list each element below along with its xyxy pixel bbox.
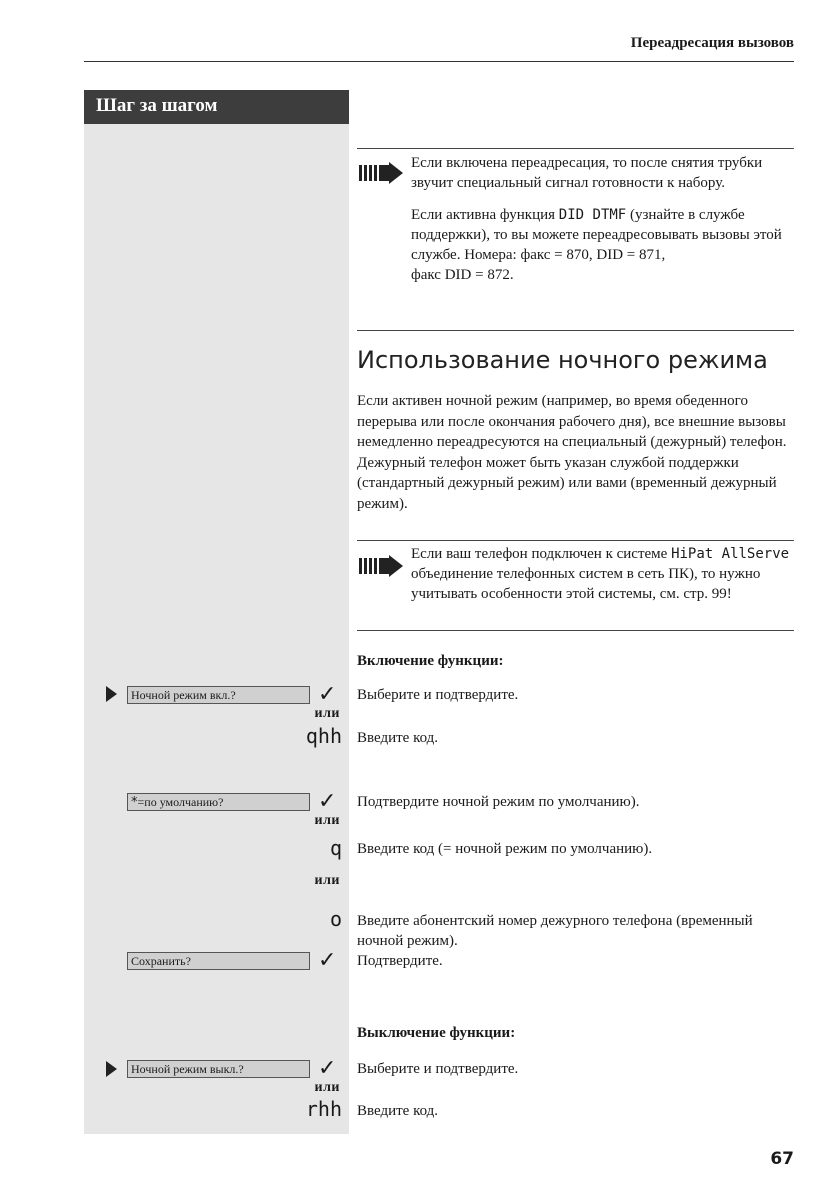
confirm-check-icon[interactable]: ✓ xyxy=(318,789,337,814)
page-number: 67 xyxy=(770,1149,794,1169)
or-label: или xyxy=(314,1080,340,1095)
enable-heading: Включение функции: xyxy=(357,653,504,669)
note-rule-bottom xyxy=(357,630,794,631)
confirm-check-icon[interactable]: ✓ xyxy=(318,682,337,707)
step-text: Введите абонентский номер дежурного телефона (временный ночной режим). xyxy=(357,913,753,949)
note-2-text: объединение телефонных систем в сеть ПК), то нужно учитывать особенности этой системы, см. стр. 99! xyxy=(411,566,761,602)
confirm-check-icon[interactable]: ✓ xyxy=(318,1056,337,1081)
note-1-text: Если активна функция xyxy=(411,207,559,223)
note-1-text: (узнайте в службе поддержки), то вы можете переадресовывать вызовы этой службе. Номера: факс = 870, DID = 871, xyxy=(411,207,782,263)
header-rule xyxy=(84,61,794,62)
key-code: qhh xyxy=(305,724,342,748)
key-code: rhh xyxy=(305,1097,342,1121)
step-text: Введите код. xyxy=(357,730,439,746)
note-2-code: HiPat AllServe xyxy=(671,546,790,562)
note-rule-top xyxy=(357,540,794,541)
step-text: Подтвердите ночной режим по умолчанию). xyxy=(357,794,640,810)
note-rule-top xyxy=(357,148,794,149)
key-code: q xyxy=(329,836,342,860)
note-arrow-icon xyxy=(359,555,403,577)
step-text: Выберите и подтвердите. xyxy=(357,1061,519,1077)
key-code: o xyxy=(329,907,342,931)
note-2-text: Если ваш телефон подключен к системе xyxy=(411,546,672,562)
sidebar-title: Шаг за шагом xyxy=(84,90,349,124)
sidebar-panel xyxy=(84,90,349,1134)
display-night-mode-on[interactable]: Ночной режим вкл.? xyxy=(127,686,310,704)
display-label: =по умолчанию? xyxy=(137,795,224,809)
note-2 xyxy=(411,544,791,604)
selection-arrow-icon xyxy=(106,686,117,702)
or-label: или xyxy=(314,873,340,888)
step-text: Выберите и подтвердите. xyxy=(357,687,519,703)
note-1-paragraph-2 xyxy=(411,205,791,285)
note-1-paragraph-1: Если включена переадресация, то после снятия трубки звучит специальный сигнал готовности к набору. xyxy=(411,155,763,191)
confirm-check-icon[interactable]: ✓ xyxy=(318,948,337,973)
disable-heading: Выключение функции: xyxy=(357,1025,516,1041)
note-1-code: DID DTMF xyxy=(558,207,627,223)
selection-arrow-icon xyxy=(106,1061,117,1077)
section-body: Если активен ночной режим (например, во время обеденного перерыва или после окончания рабочего дня), все внешние вызовы немедленно переадресуются на специальный (дежурный) телефон. Дежурный телефон может быть указан службой поддержки (стандартный дежурный режим) или вами (временный дежурный режим). xyxy=(357,393,787,512)
display-night-mode-off[interactable]: Ночной режим выкл.? xyxy=(127,1060,310,1078)
note-1 xyxy=(411,153,791,297)
note-1-text: факс DID = 872. xyxy=(411,267,514,283)
step-text: Введите код (= ночной режим по умолчанию). xyxy=(357,841,653,857)
step-text: Введите код. xyxy=(357,1103,439,1119)
note-rule-bottom xyxy=(357,330,794,331)
display-default[interactable] xyxy=(127,793,310,811)
star-symbol: * xyxy=(131,795,138,810)
or-label: или xyxy=(314,706,340,721)
header-title: Переадресация вызовов xyxy=(630,35,794,51)
section-title: Использование ночного режима xyxy=(357,346,768,374)
note-arrow-icon xyxy=(359,162,403,184)
or-label: или xyxy=(314,813,340,828)
display-save[interactable]: Сохранить? xyxy=(127,952,310,970)
step-text: Подтвердите. xyxy=(357,953,443,969)
